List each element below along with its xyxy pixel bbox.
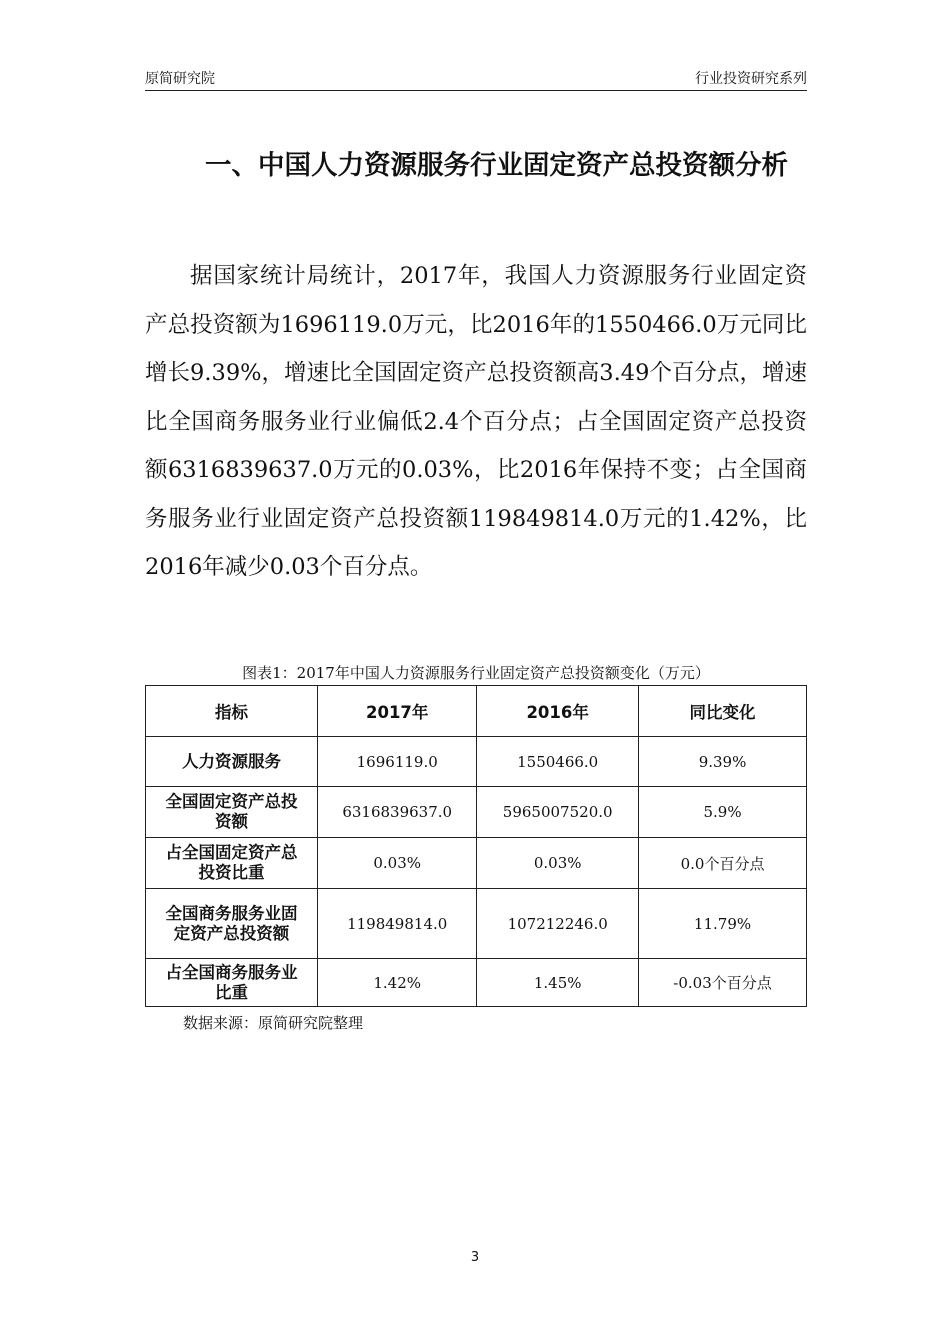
row-label: [146, 787, 318, 838]
header-cell-2016: 2016年: [477, 686, 639, 737]
row-label-text: 全国固定资产总投资额: [165, 792, 298, 831]
page-header: [145, 66, 807, 91]
value-change: 9.39%: [639, 737, 807, 787]
value-2016: 1.45%: [477, 959, 639, 1007]
row-label: 人力资源服务: [146, 737, 318, 787]
row-label-text: 占全国固定资产总投资比重: [165, 843, 298, 882]
value-2017: 1696119.0: [318, 737, 477, 787]
table-row: [146, 737, 807, 787]
table-row: [146, 787, 807, 838]
value-2017: 1.42%: [318, 959, 477, 1007]
header-cell-2017: 2017年: [318, 686, 477, 737]
row-label-text: 全国商务服务业固定资产总投资额: [165, 903, 298, 943]
body-paragraph: 据国家统计局统计，2017年，我国人力资源服务行业固定资产总投资额为1696119.0万元，比2016年的1550466.0万元同比增长9.39%，增速比全国固定资产总投资额高3.49个百分点，增速比全国商务服务业行业偏低2.4个百分点；占全国固定资产总投资额6316839637.0万元的0.03%，比2016年保持不变；占全国商务服务业行业固定资产总投资额119849814.0万元的1.42%，比2016年减少0.03个百分点。: [145, 263, 807, 580]
value-2016: 107212246.0: [477, 889, 639, 959]
value-change: 11.79%: [639, 889, 807, 959]
table-header-row: [146, 686, 807, 737]
header-cell-indicator: 指标: [146, 686, 318, 737]
value-2016: 5965007520.0: [477, 787, 639, 838]
value-2017: 0.03%: [318, 838, 477, 889]
row-label-text: 占全国商务服务业比重: [165, 962, 298, 1002]
header-org-name: 原简研究院: [145, 71, 215, 87]
row-label: [146, 889, 318, 959]
header-cell-yoy-change: 同比变化: [639, 686, 807, 737]
value-2016: 0.03%: [477, 838, 639, 889]
value-change: 0.0个百分点: [639, 838, 807, 889]
section-title: 一、中国人力资源服务行业固定资产总投资额分析: [205, 150, 788, 181]
row-label: [146, 959, 318, 1007]
table-row: [146, 959, 807, 1007]
row-label: [146, 838, 318, 889]
value-2017: 119849814.0: [318, 889, 477, 959]
investment-table: [145, 685, 807, 1007]
value-2017: 6316839637.0: [318, 787, 477, 838]
table-caption: 图表1：2017年中国人力资源服务行业固定资产总投资额变化（万元）: [242, 664, 710, 682]
table-row: [146, 838, 807, 889]
value-2016: 1550466.0: [477, 737, 639, 787]
value-change: 5.9%: [639, 787, 807, 838]
data-source-note: 数据来源：原简研究院整理: [183, 1014, 364, 1032]
header-series-name: 行业投资研究系列: [695, 71, 807, 87]
table-row: [146, 889, 807, 959]
page-number: 3: [470, 1250, 480, 1265]
value-change: -0.03个百分点: [639, 959, 807, 1007]
